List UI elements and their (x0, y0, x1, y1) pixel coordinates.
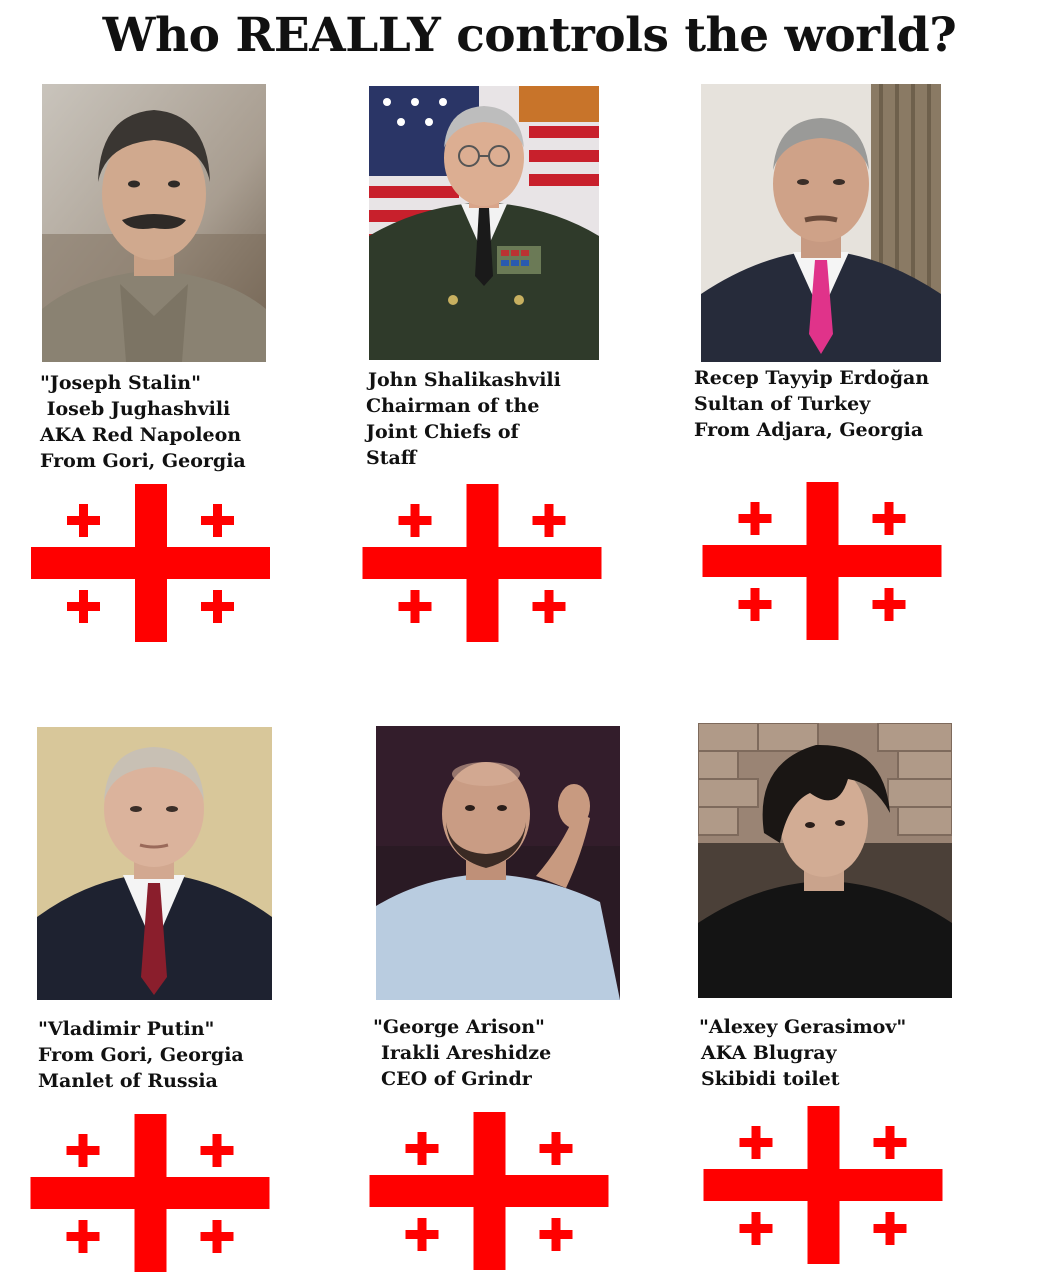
caption-line: Skibidi toilet (701, 1068, 840, 1090)
caption-line: "Alexey Gerasimov" (699, 1016, 907, 1038)
caption-line: Staff (366, 447, 417, 469)
portrait-photo-stalin (42, 84, 266, 362)
caption-line: Sultan of Turkey (694, 393, 871, 415)
caption-line: Manlet of Russia (38, 1070, 218, 1092)
portrait-photo-erdogan (701, 84, 941, 362)
georgian-flag-icon (703, 1106, 943, 1264)
caption-line: Irakli Areshidze (381, 1042, 552, 1064)
caption-line: AKA Red Napoleon (40, 424, 242, 446)
caption-line: From Gori, Georgia (40, 450, 246, 472)
caption-stalin (40, 370, 246, 474)
caption-line: John Shalikashvili (368, 369, 561, 391)
georgian-flag-icon (362, 484, 602, 642)
page-title: Who REALLY controls the world? (102, 8, 957, 63)
caption-arison (373, 1014, 551, 1092)
portrait-photo-putin (37, 727, 272, 1000)
caption-line: "Joseph Stalin" (40, 372, 202, 394)
portrait-photo-shalikashvili (369, 86, 599, 360)
portrait-photo-arison (376, 726, 620, 1000)
caption-line: Ioseb Jughashvili (40, 398, 231, 420)
caption-line: CEO of Grindr (381, 1068, 532, 1090)
caption-shalikashvili (366, 367, 561, 471)
georgian-flag-icon (369, 1112, 609, 1270)
caption-erdogan (694, 365, 929, 443)
caption-line: Chairman of the (366, 395, 540, 417)
caption-line: "George Arison" (373, 1016, 545, 1038)
caption-gerasimov (699, 1014, 906, 1092)
georgian-flag-icon (30, 1114, 270, 1272)
caption-line: Joint Chiefs of (366, 421, 519, 443)
portrait-photo-gerasimov (698, 723, 952, 998)
caption-line: "Vladimir Putin" (38, 1018, 215, 1040)
georgian-flag-icon (702, 482, 942, 640)
caption-line: AKA Blugray (701, 1042, 837, 1064)
caption-line: From Gori, Georgia (38, 1044, 244, 1066)
georgian-flag-icon (31, 484, 270, 642)
caption-line: Recep Tayyip Erdoğan (694, 367, 930, 389)
caption-line: From Adjara, Georgia (694, 419, 924, 441)
caption-putin (38, 1016, 244, 1094)
